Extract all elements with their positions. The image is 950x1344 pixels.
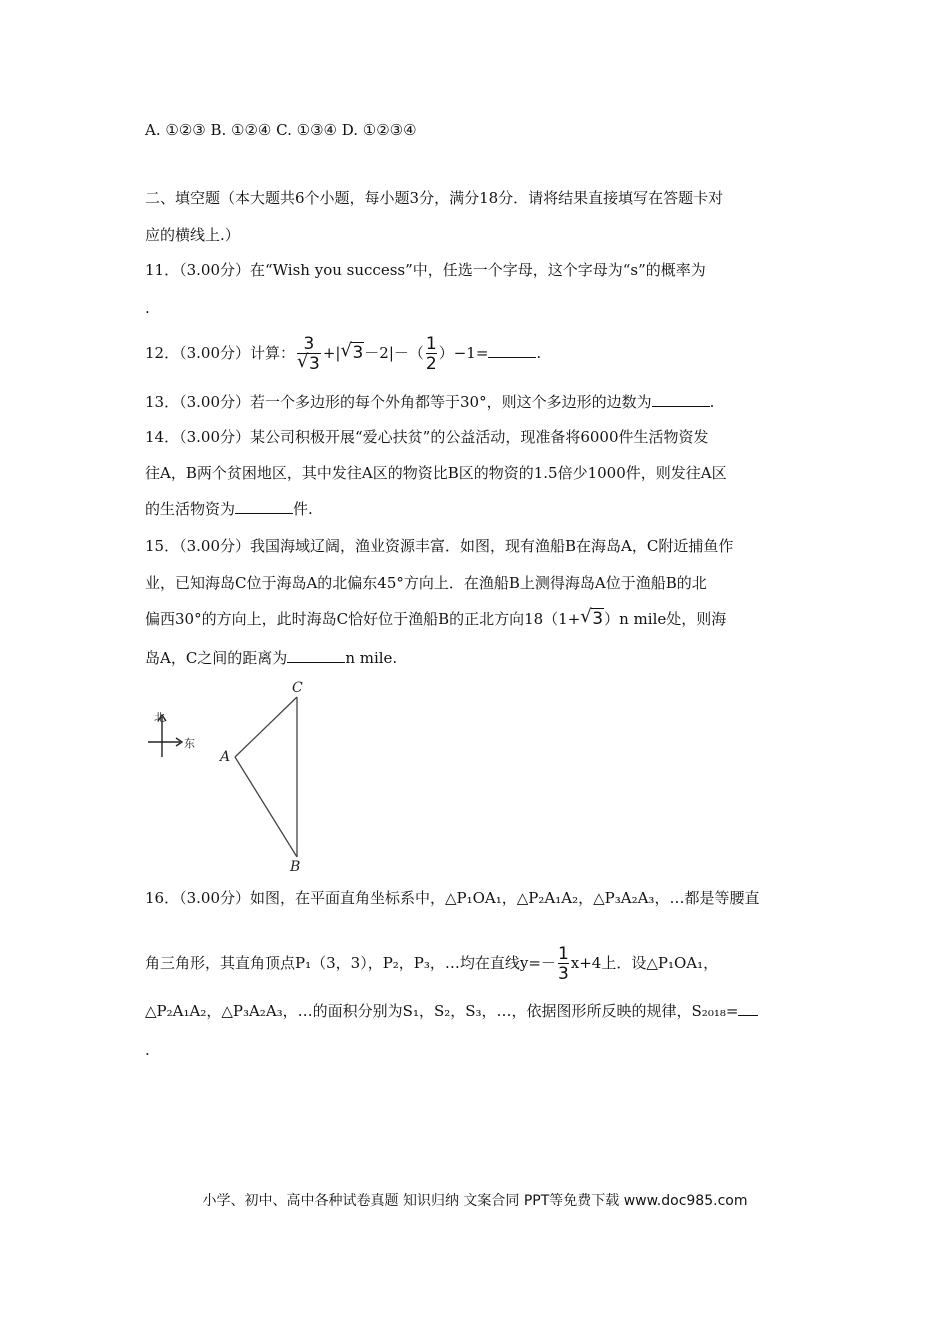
q15-line3: 偏西30°的方向上，此时海岛C恰好位于渔船B的正北方向18（1+ √ 3）n mile处，则海 bbox=[145, 606, 727, 629]
q14-line2: 往A，B两个贫困地区，其中发往A区的物资比B区的物资的1.5倍少1000件，则发往A区 bbox=[145, 464, 727, 482]
label-b: B bbox=[290, 859, 301, 875]
q12-frac-num: 3 bbox=[303, 334, 315, 354]
q12-exp: ）−1= bbox=[438, 344, 489, 362]
page-footer: 小学、初中、高中各种试卷真题 知识归纳 文案合同 PPT等免费下载 www.doc985.com bbox=[202, 1193, 748, 1209]
q14-line1: 14．（3.00分）某公司积极开展“爱心扶贫”的公益活动，现准备将6000件生活物资发 bbox=[145, 428, 709, 446]
q13-answer-blank[interactable] bbox=[652, 392, 710, 407]
q12-fraction bbox=[297, 335, 321, 373]
label-a: A bbox=[220, 749, 231, 765]
q14-line3: 的生活物资为 件. bbox=[145, 500, 313, 518]
q12-prefix: 12．（3.00分）计算： bbox=[145, 344, 295, 362]
triangle-abc bbox=[235, 697, 297, 857]
section2-heading-line2: 应的横线上.） bbox=[145, 226, 240, 244]
q16-line3: △P₂A₁A₂，△P₃A₂A₃，…的面积分别为S₁，S₂，S₃，…，依据图形所反映的规律，S₂₀₁₈= bbox=[145, 1001, 758, 1021]
side-ab bbox=[235, 757, 297, 857]
q16-line4: . bbox=[145, 1041, 150, 1059]
q15-figure bbox=[140, 675, 340, 875]
q12-abs-open: +| bbox=[322, 344, 341, 362]
section2-heading-line1: 二、填空题（本大题共6个小题，每小题3分，满分18分．请将结果直接填写在答题卡对 bbox=[145, 189, 724, 207]
label-c: C bbox=[292, 680, 303, 696]
q10-options: A. ①②③ B. ①②④ C. ①③④ D. ①②③④ bbox=[145, 121, 417, 139]
q12-end: . bbox=[536, 344, 542, 362]
q12-half: $\frac{1}{2}$ bbox=[425, 334, 437, 374]
q13 bbox=[145, 392, 714, 412]
north-label: 北 bbox=[154, 711, 165, 724]
east-label: 东 bbox=[184, 737, 195, 750]
q12-frac-den: √ 3 bbox=[297, 351, 320, 374]
q16-fraction: $\frac{1}{3}$ bbox=[557, 944, 569, 984]
q13-text: 13．（3.00分）若一个多边形的每个外角都等于30°，则这个多边形的边数为 bbox=[145, 393, 652, 411]
q15-answer-blank[interactable] bbox=[287, 648, 345, 663]
q11-line1: 11．（3.00分）在“Wish you success”中，任选一个字母，这个字母为“s”的概率为 bbox=[145, 261, 706, 279]
q15-line1: 15．（3.00分）我国海域辽阔，渔业资源丰富．如图，现有渔船B在海岛A，C附近捕鱼作 bbox=[145, 537, 734, 555]
q12-abs-rest: －2|－（ bbox=[364, 344, 424, 362]
q12-abs-sqrt: √ 3 bbox=[340, 340, 364, 363]
side-ac bbox=[235, 697, 297, 757]
q11-line2: . bbox=[145, 299, 150, 317]
q15-line2: 业，已知海岛C位于海岛A的北偏东45°方向上．在渔船B上测得海岛A位于渔船B的北 bbox=[145, 574, 707, 592]
q14-answer-blank[interactable] bbox=[235, 499, 293, 514]
q12-answer-blank[interactable] bbox=[488, 343, 536, 358]
q12 bbox=[145, 333, 541, 373]
q15-sqrt: √ 3 bbox=[580, 606, 604, 629]
q16-line2: 角三角形，其直角顶点P₁（3，3），P₂，P₃，…均在直线y=－ $\frac{1}{3}$ x+4上．设△P₁OA₁， bbox=[145, 944, 719, 984]
q16-answer-blank[interactable] bbox=[738, 1001, 758, 1016]
q15-line4: 岛A，C之间的距离为 n mile. bbox=[145, 649, 398, 667]
q13-end: . bbox=[709, 393, 715, 411]
q16-line1: 16．（3.00分）如图，在平面直角坐标系中，△P₁OA₁，△P₂A₁A₂，△P₃A₂A₃，…都是等腰直 bbox=[145, 889, 760, 907]
